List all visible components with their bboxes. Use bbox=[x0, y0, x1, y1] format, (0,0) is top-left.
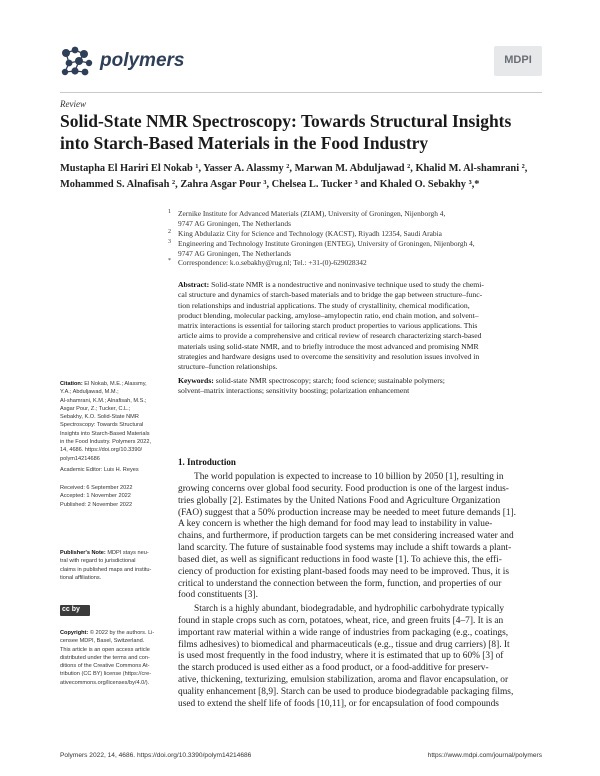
intro-paragraph-2: Starch is a highly abundant, biodegradable, and hydrophilic carbohydrate typically found in staple crops such as corn, potatoes, wheat, rice, and green fruits [4–7]. It is an important raw material within a wide range of industries from packaging (e.g., coatings, films adhesives) to biomedical and pharmaceuticals (e.g., tissue and drug carriers) [8]. It is used most frequently in the food industry, where it is estimated that up to 60% [3] of the starch produced is used either as a food product, or a food-additive for preserv- ative, thickening, texturizing, emulsion stabilization, aroma and flavor encapsulation, or quality enhancement [8,9]. Starch can be used to produce biodegradable packaging films, used to extend the shelf life of foods [10,11], or for encapsulation of food compounds bbox=[178, 604, 514, 709]
author-list bbox=[60, 161, 530, 193]
author-line: Mustapha El Hariri El Nokab ¹, Yasser A. Alassmy ², Marwan M. Abduljawad ², Khalid M. Al-shamrani ², bbox=[60, 163, 528, 174]
accepted-date: Accepted: 1 November 2022 bbox=[60, 493, 131, 500]
intro-paragraph-1: The world population is expected to increase to 10 billion by 2050 [1], resulting in growing concerns over global food security. Food production is one of the largest indus- tries globally [2]. Estimates by the United Nations Food and Agriculture Organization (FAO) suggest that a 50% production increase may be needed to meet future demands [1]. A key concern is whether the high demand for food may lead to instability in value- chains, and furthermore, if production targets can be met considering increased water and land scarcity. The future of sustainable food systems may include a shift towards a plant- based diet, as well as significant reductions in food waste [1]. To achieve this, the effi- ciency of production for existing plant-based foods may need to be improved. Thus, it is critical to understand the connection between the form, function, and properties of our food constituents [3]. bbox=[178, 472, 516, 601]
copyright-block: Copyright: © 2022 by the authors. Li- censee MDPI, Basel, Switzerland. This article is an open access article distributed under the terms and con- ditions of the Creative Commons At- tribution (CC BY) license (https://cre- ativecommons.org/licenses/by/4.0/). bbox=[60, 630, 155, 686]
affiliation: 3 Engineering and Technology Institute Groningen (ENTEG), University of Groningen, Nijenborgh 4, 9747 AG Groningen, The Netherlands bbox=[168, 239, 475, 258]
affiliation: 2 King Abdulaziz City for Science and Technology (KACST), Riyadh 12354, Saudi Arabia bbox=[168, 229, 442, 238]
citation-block: Citation: El Nokab, M.E.; Alassmy, Y.A.; Abduljawad, M.M.; Al-shamrani, K.M.; Alnafisah, M.S.; Asgar Pour, Z.; Tucker, C.L.; Sebakhy, K.O. Solid-State NMR Spectroscopy: Towards Structural Insights into Starch-Based Materials in the Food Industry. Polymers 2022, 14, 4686. https://doi.org/10.3390/ polym14214686 bbox=[60, 381, 151, 462]
footer-citation[interactable]: Polymers 2022, 14, 4686. https://doi.org/10.3390/polym14214686 bbox=[60, 752, 252, 759]
keywords: Keywords: solid-state NMR spectroscopy; starch; food science; sustainable polymers; solvent–matrix interactions; sensitivity boosting; polarization enhancement bbox=[178, 376, 445, 396]
publisher-note: Publisher's Note: MDPI stays neu- tral with regard to jurisdictional claims in published maps and institu- tional affiliations. bbox=[60, 550, 152, 581]
received-date: Received: 6 September 2022 bbox=[60, 485, 133, 491]
academic-editor: Academic Editor: Luis H. Reyes bbox=[60, 467, 139, 473]
published-date: Published: 2 November 2022 bbox=[60, 501, 133, 508]
mdpi-logo-text: MDPI bbox=[504, 54, 532, 66]
mdpi-logo bbox=[494, 46, 542, 76]
section-heading: 1. Introduction bbox=[178, 457, 236, 467]
header-divider bbox=[60, 92, 542, 93]
correspondence: * Correspondence: k.o.sebakhy@rug.nl; Tel.: +31-(0)-629028342 bbox=[168, 258, 367, 267]
article-type: Review bbox=[60, 99, 86, 109]
keywords-label: Keywords: bbox=[178, 376, 214, 385]
article-title: Solid-State NMR Spectroscopy: Towards Structural Insights into Starch-Based Materials in the Food Industry bbox=[60, 111, 512, 153]
abstract: Abstract: Solid-state NMR is a nondestructive and noninvasive technique used to study the chemi- cal structure and dynamics of starch-based materials and to bridge the gap between structure–func- tion relationships and industrial applications. The study of crystallinity, chemical modification, product blending, molecular packing, amylose–amylopectin ratio, end chain motion, and solvent– matrix interactions is essential for tailoring starch product properties to various applications. This article aims to provide a comprehensive and critical review of research characterizing starch-based materials using solid-state NMR, and to briefly introduce the most advanced and promising NMR strategies and hardware designs used to overcome the sensitivity and resolution issues involved in structure–function relationships. bbox=[178, 280, 484, 372]
author-line: Mohammed S. Alnafisah ², Zahra Asgar Pour ³, Chelsea L. Tucker ³ and Khaled O. Sebakhy ³,* bbox=[60, 179, 480, 190]
cc-by-license-icon[interactable]: cc by bbox=[60, 605, 90, 616]
affiliation: 1 Zernike Institute for Advanced Materials (ZIAM), University of Groningen, Nijenborgh 4, 9747 AG Groningen, The Netherlands bbox=[168, 209, 446, 228]
dates-block bbox=[60, 484, 164, 509]
footer-journal-link[interactable]: https://www.mdpi.com/journal/polymers bbox=[427, 752, 542, 759]
abstract-label: Abstract: bbox=[178, 280, 210, 289]
polymers-logo-icon bbox=[60, 44, 96, 78]
journal-name: polymers bbox=[100, 50, 185, 71]
